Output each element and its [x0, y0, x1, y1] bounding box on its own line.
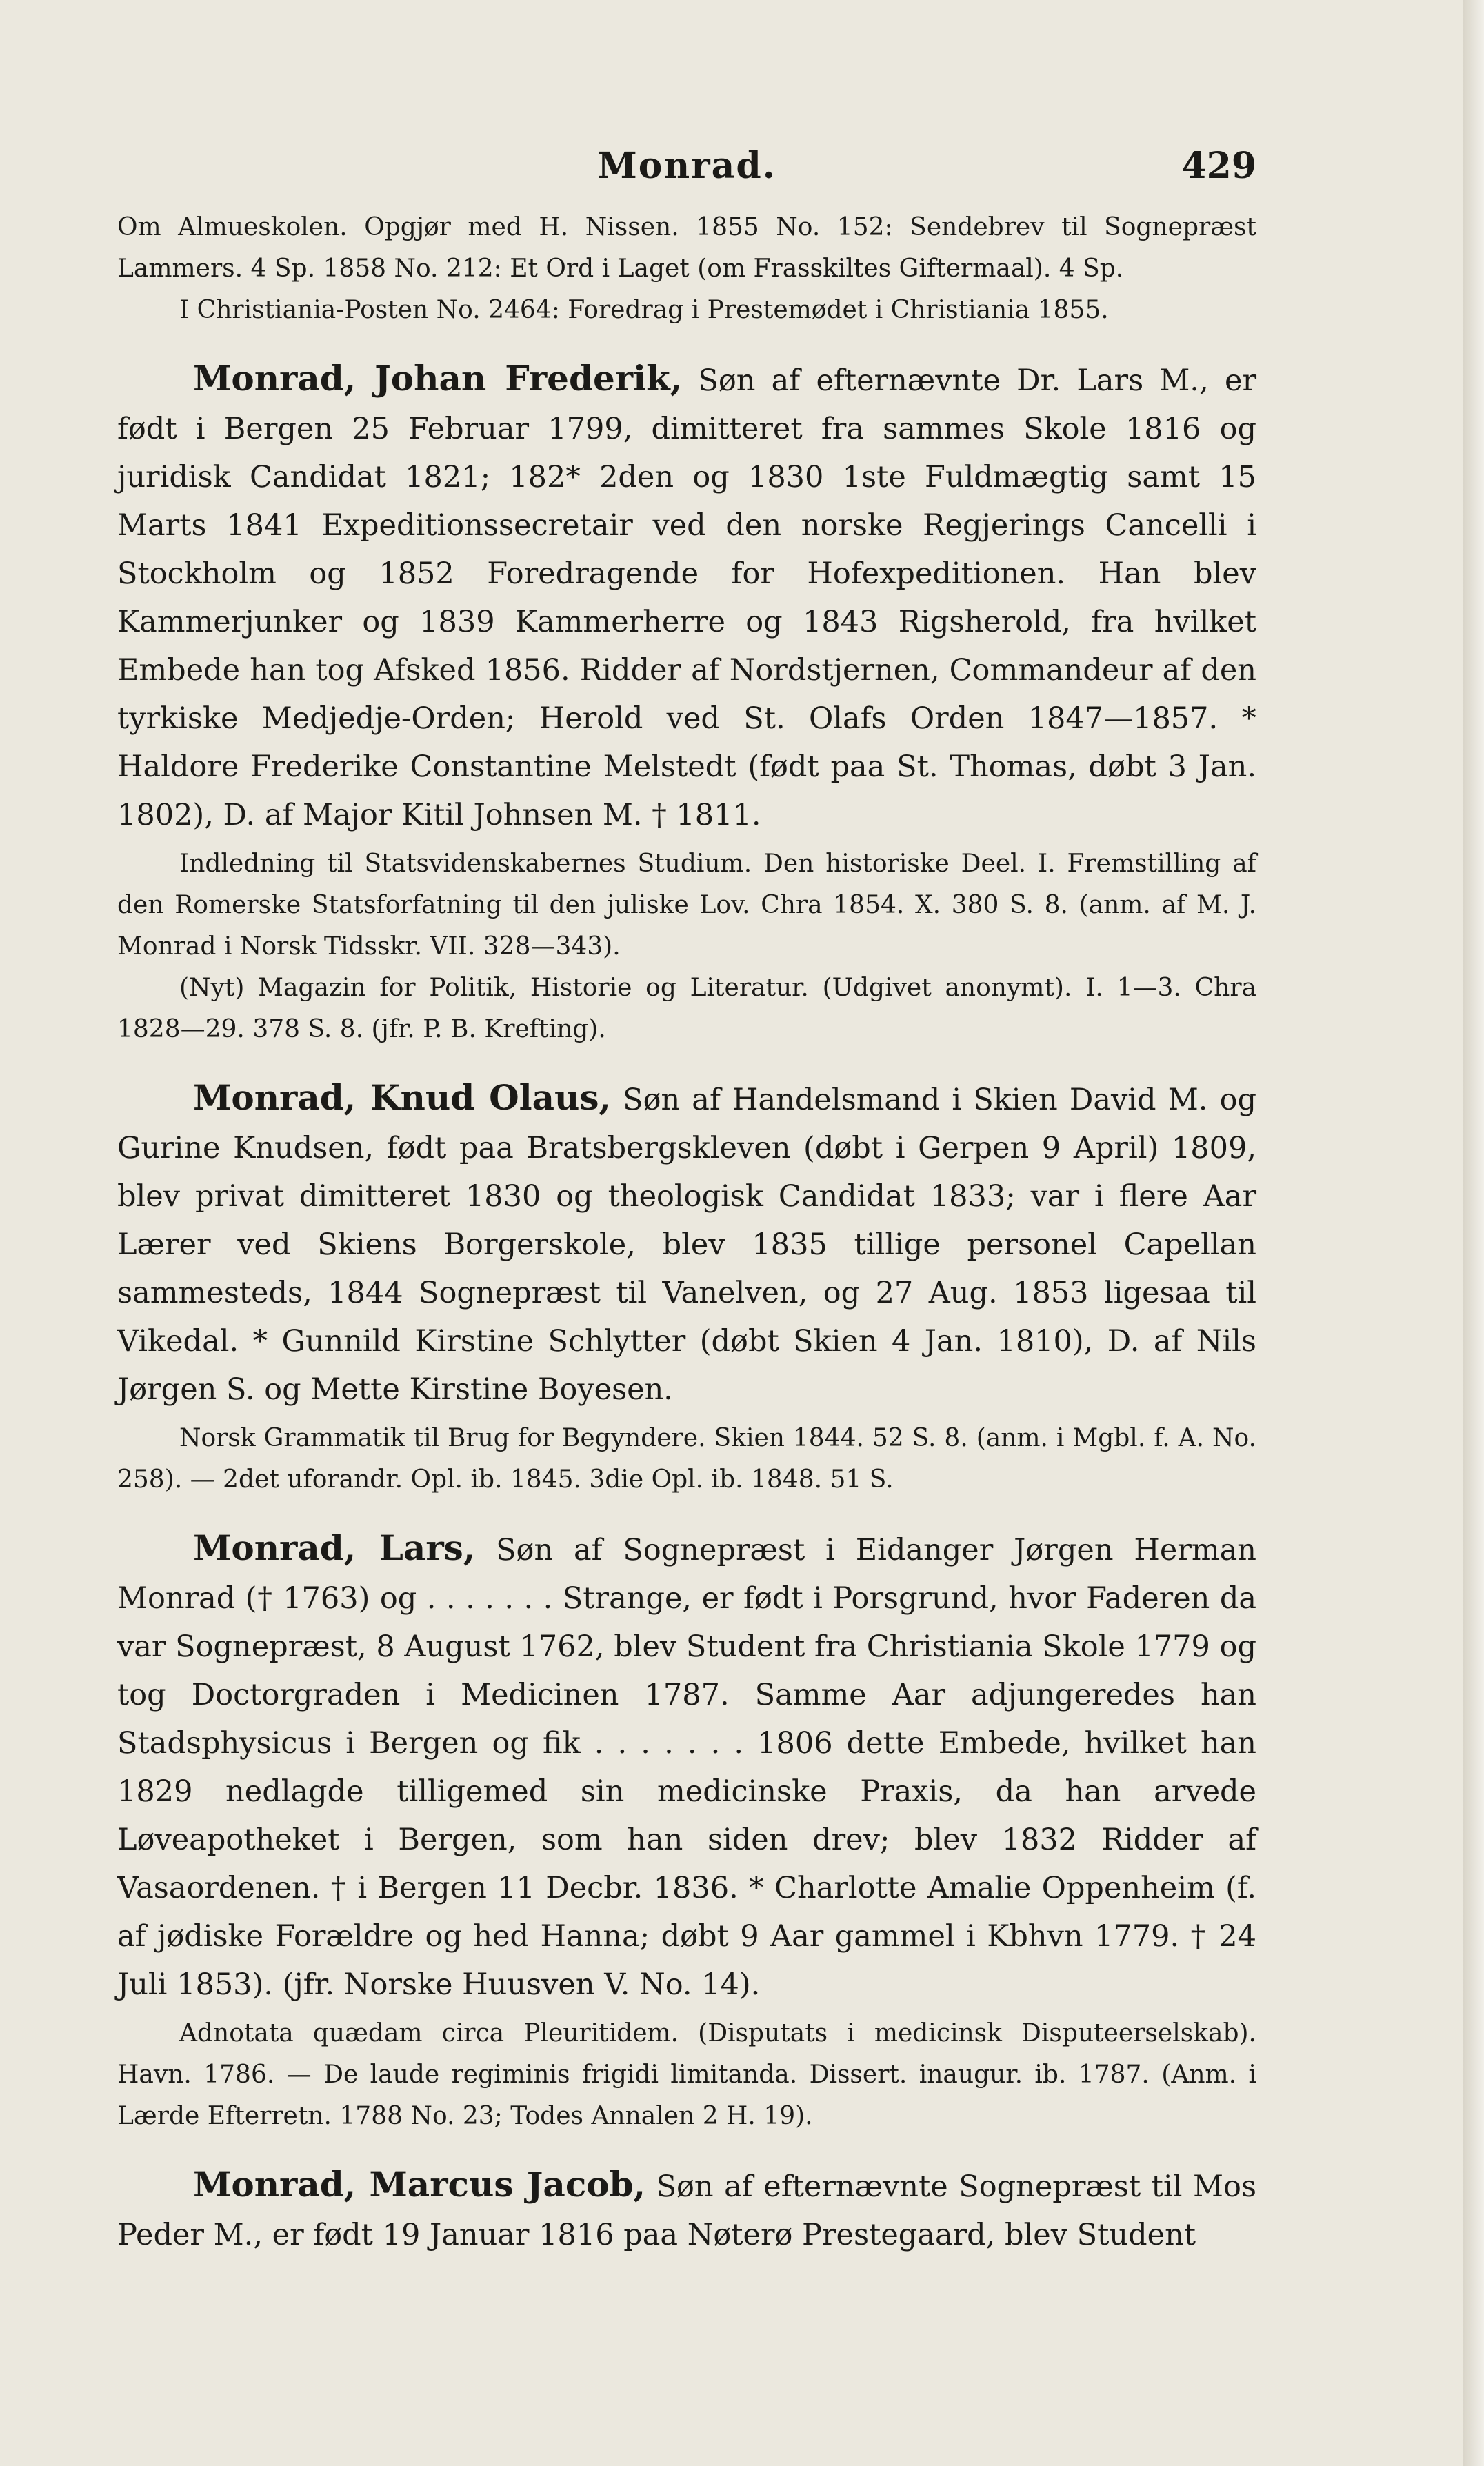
entry-works: [117, 1418, 1256, 1501]
work-item: Norsk Grammatik til Brug for Begyndere. Skien 1844. 52 S. 8. (anm. i Mgbl. f. A. No. 258). — 2det uforandr. Opl. ib. 1845. 3die Opl. ib. 1848. 51 S.: [117, 1424, 1256, 1494]
work-item: (Nyt) Magazin for Politik, Historie og Literatur. (Udgivet anonymt). I. 1—3. Chra 1828—29. 378 S. 8. (jfr. P. B. Krefting).: [117, 974, 1256, 1043]
entry-works: [117, 2013, 1256, 2137]
entry-name: Monrad, Johan Frederik,: [193, 358, 683, 399]
intro-continuation: [117, 207, 1256, 331]
entry-name: Monrad, Lars,: [193, 1527, 476, 1568]
intro-line-2: I Christiania-Posten No. 2464: Foredrag i Prestemødet i Christiania 1855.: [179, 296, 1109, 324]
work-item: Adnotata quædam circa Pleuritidem. (Disputats i medicinsk Disputeerselskab). Havn. 1786. — De laude regiminis frigidi limitanda. Dissert. inaugur. ib. 1787. (Anm. i Lærde Efterretn. 1788 No. 23; Todes Annalen 2 H. 19).: [117, 2019, 1256, 2130]
work-item: Indledning til Statsvidenskabernes Studium. Den historiske Deel. I. Fremstilling af den Romerske Statsforfatning til den juliske Lov. Chra 1854. X. 380 S. 8. (anm. af M. J. Monrad i Norsk Tidsskr. VII. 328—343).: [117, 850, 1256, 961]
intro-line-1: Om Almueskolen. Opgjør med H. Nissen. 1855 No. 152: Sendebrev til Sognepræst Lammers. 4 Sp. 1858 No. 212: Et Ord i Laget (om Frasskiltes Giftermaal). 4 Sp.: [117, 213, 1256, 283]
entry-text: Søn af efternævnte Sognepræst til Mos Peder M., er født 19 Januar 1816 paa Nøterø Prestegaard, blev Student: [117, 2169, 1257, 2252]
entry-name: Monrad, Marcus Jacob,: [193, 2164, 645, 2205]
entry-name: Monrad, Knud Olaus,: [193, 1077, 611, 1118]
entry-johan-frederik: [117, 354, 1256, 1050]
entry-text: Søn af Sognepræst i Eidanger Jørgen Herman Monrad († 1763) og . . . . . . . Strange, er født i Porsgrund, hvor Faderen da var Sognepræst, 8 August 1762, blev Student fra Christiania Skole 1779 og tog Doctorgraden i Medicinen 1787. Samme Aar adjungeredes han Stadsphysicus i Bergen og fik . . . . . . . 1806 dette Embede, hvilket han 1829 nedlagde tilligemed sin medicinske Praxis, da han arvede Løveapotheket i Bergen, som han siden drev; blev 1832 Ridder af Vasaordenen. † i Bergen 11 Decbr. 1836. * Charlotte Amalie Oppenheim (f. af jødiske Forældre og hed Hanna; døbt 9 Aar gammel i Kbhvn 1779. † 24 Juli 1853). (jfr. Norske Huusven V. No. 14).: [117, 1533, 1256, 2002]
running-title: Monrad.: [597, 145, 776, 187]
entry-knud-olaus: [117, 1074, 1256, 1501]
running-header: [117, 145, 1256, 207]
entry-lars: [117, 1524, 1256, 2137]
page-number: 429: [1181, 145, 1256, 187]
entry-marcus-jacob: [117, 2161, 1256, 2259]
entry-works: [117, 843, 1256, 1050]
entry-text: Søn af Handelsmand i Skien David M. og Gurine Knudsen, født paa Bratsbergskleven (døbt i Gerpen 9 April) 1809, blev privat dimitteret 1830 og theologisk Candidat 1833; var i flere Aar Lærer ved Skiens Borgerskole, blev 1835 tillige personel Capellan sammesteds, 1844 Sognepræst til Vanelven, og 27 Aug. 1853 ligesaa til Vikedal. * Gunnild Kirstine Schlytter (døbt Skien 4 Jan. 1810), D. af Nils Jørgen S. og Mette Kirstine Boyesen.: [117, 1083, 1257, 1407]
entry-text: Søn af efternævnte Dr. Lars M., er født i Bergen 25 Februar 1799, dimitteret fra sammes Skole 1816 og juridisk Candidat 1821; 182* 2den og 1830 1ste Fuldmægtig samt 15 Marts 1841 Expeditionssecretair ved den norske Regjerings Cancelli i Stockholm og 1852 Foredragende for Hofexpeditionen. Han blev Kammerjunker og 1839 Kammerherre og 1843 Rigsherold, fra hvilket Embede han tog Afsked 1856. Ridder af Nordstjernen, Commandeur af den tyrkiske Medjedje-Orden; Herold ved St. Olafs Orden 1847—1857. * Haldore Frederike Constantine Melstedt (født paa St. Thomas, døbt 3 Jan. 1802), D. af Major Kitil Johnsen M. † 1811.: [117, 363, 1257, 832]
